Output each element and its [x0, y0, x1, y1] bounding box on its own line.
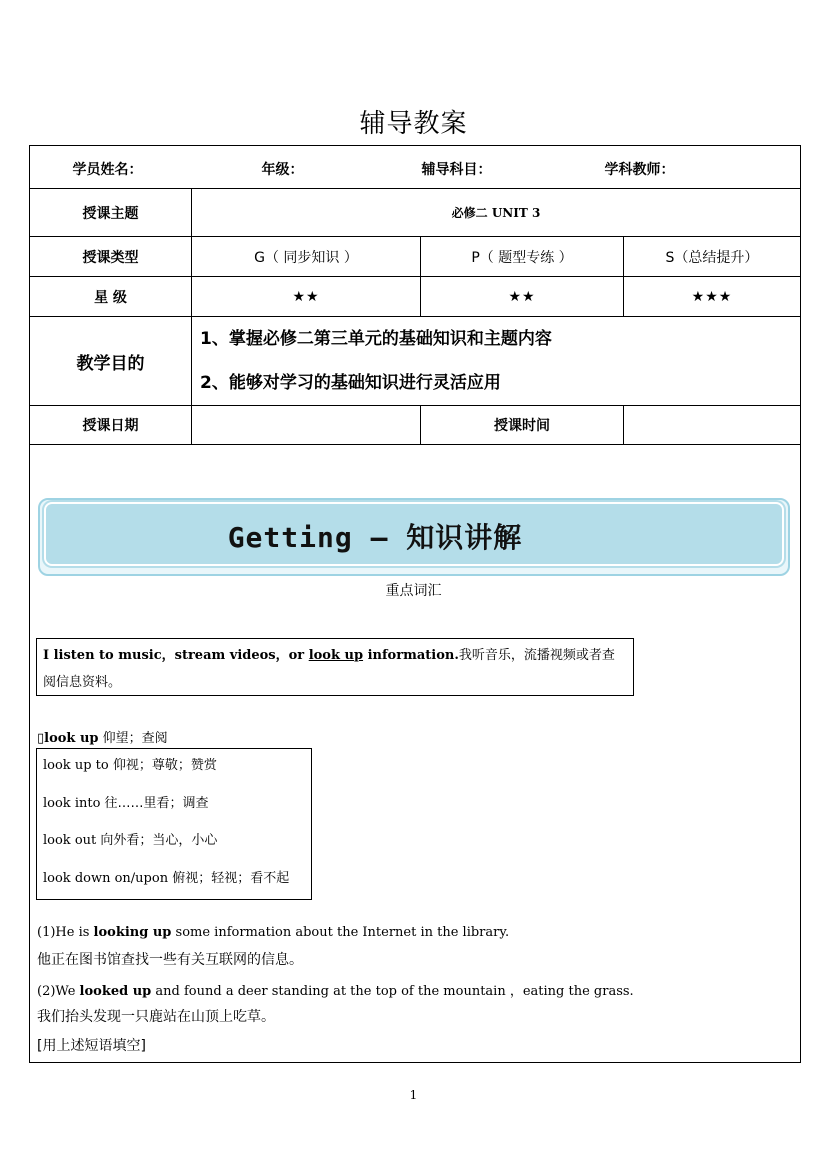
lesson-info-table [29, 145, 801, 445]
example-zh: 我听音乐，流播视频或者查阅信息资料。 [43, 648, 615, 690]
page-number: 1 [409, 1088, 418, 1102]
banner-title: Getting — 知识讲解 [227, 521, 523, 554]
goal-label: 教学目的 [30, 317, 192, 406]
subject-label: 辅导科目： [421, 161, 492, 178]
phrase-list-box [36, 748, 312, 900]
date-label: 授课日期 [30, 406, 192, 445]
time-value[interactable] [624, 406, 801, 445]
topic-label: 授课主题 [30, 189, 192, 237]
date-value[interactable] [192, 406, 421, 445]
level-label: 星 级 [30, 277, 192, 317]
key-phrase-meaning: 仰望；查阅 [98, 731, 168, 746]
grade-label: 年级： [261, 161, 304, 178]
topic-value: 必修二 UNIT 3 [192, 189, 801, 237]
time-label: 授课时间 [421, 406, 624, 445]
example-en-before: I listen to music，stream videos，or [43, 648, 309, 663]
stars-p: ★★ [421, 277, 624, 317]
example-1: (1)He is looking up some information about the Internet in the library. [37, 925, 510, 940]
header-row [30, 146, 801, 189]
fill-instruction: [用上述短语填空] [37, 1038, 146, 1054]
key-phrase-term: look up [44, 731, 99, 746]
stars-g: ★★ [192, 277, 421, 317]
section-subtitle: 重点词汇 [385, 583, 442, 599]
example-2: (2)We looked up and found a deer standing at the top of the mountain ，eating the grass. [37, 984, 634, 999]
goal-item-2: 2、能够对学习的基础知识进行灵活应用 [200, 373, 501, 393]
example-en-phrase: look up [308, 648, 364, 663]
key-phrase [37, 727, 168, 746]
student-name-label: 学员姓名： [72, 161, 143, 178]
type-s: S（总结提升） [624, 237, 801, 277]
list-item: look out 向外看；当心，小心 [43, 833, 218, 848]
type-g: G（ 同步知识 ） [192, 237, 421, 277]
page-title: 辅导教案 [359, 109, 468, 139]
list-item: look into 往……里看；调查 [43, 795, 209, 811]
example-en-after: information. [363, 648, 459, 663]
example-1-translation: 他正在图书馆查找一些有关互联网的信息。 [37, 952, 303, 968]
example-sentence-box [36, 638, 634, 696]
list-item: look up to 仰视；尊敬；赞赏 [43, 758, 217, 773]
type-p: P（ 题型专练 ） [421, 237, 624, 277]
goal-cell [192, 317, 801, 406]
goal-item-1: 1、掌握必修二第三单元的基础知识和主题内容 [200, 329, 552, 349]
stars-s: ★★★ [624, 277, 801, 317]
list-item: look down on/upon 俯视；轻视；看不起 [43, 870, 290, 886]
lesson-type-label: 授课类型 [30, 237, 192, 277]
teacher-label: 学科教师： [604, 161, 675, 178]
example-2-translation: 我们抬头发现一只鹿站在山顶上吃草。 [37, 1009, 275, 1025]
bullet-icon: ▯ [37, 731, 45, 746]
